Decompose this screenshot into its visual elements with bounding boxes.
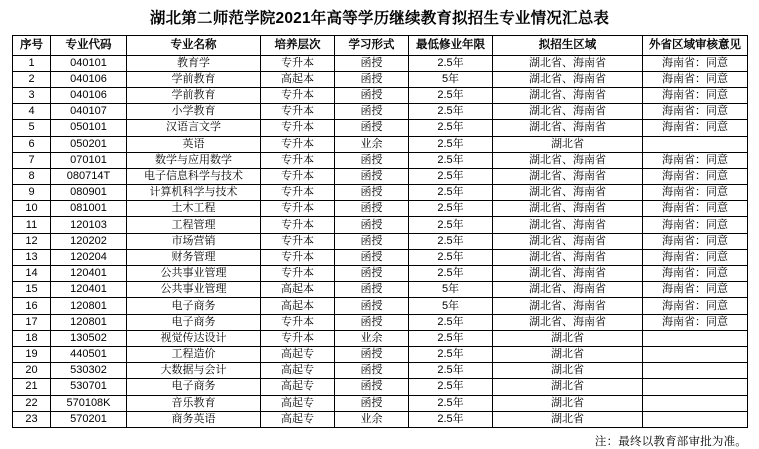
cell-review-opinion: 海南省：同意 xyxy=(643,266,748,282)
cell-min-duration: 2.5年 xyxy=(409,185,493,201)
cell-study-form: 函授 xyxy=(335,71,409,87)
cell-region: 湖北省、海南省 xyxy=(493,104,643,120)
cell-index: 2 xyxy=(13,71,51,87)
column-header-min-duration: 最低修业年限 xyxy=(409,35,493,55)
cell-major-name: 工程管理 xyxy=(127,217,261,233)
table-row xyxy=(13,249,748,265)
cell-major-code: 440501 xyxy=(51,346,127,362)
cell-major-code: 120202 xyxy=(51,233,127,249)
cell-region: 湖北省、海南省 xyxy=(493,233,643,249)
cell-level: 专升本 xyxy=(261,266,335,282)
cell-level: 专升本 xyxy=(261,136,335,152)
cell-review-opinion: 海南省：同意 xyxy=(643,217,748,233)
cell-major-code: 080901 xyxy=(51,185,127,201)
table-row xyxy=(13,185,748,201)
cell-level: 专升本 xyxy=(261,168,335,184)
cell-index: 17 xyxy=(13,314,51,330)
cell-index: 21 xyxy=(13,379,51,395)
cell-index: 8 xyxy=(13,168,51,184)
cell-min-duration: 2.5年 xyxy=(409,346,493,362)
table-row xyxy=(13,395,748,411)
cell-level: 高起专 xyxy=(261,379,335,395)
cell-major-code: 080714T xyxy=(51,168,127,184)
cell-review-opinion xyxy=(643,363,748,379)
cell-major-code: 120801 xyxy=(51,298,127,314)
cell-region: 湖北省 xyxy=(493,395,643,411)
cell-index: 1 xyxy=(13,55,51,71)
majors-table xyxy=(12,35,748,428)
cell-level: 高起本 xyxy=(261,282,335,298)
cell-major-name: 电子商务 xyxy=(127,314,261,330)
cell-region: 湖北省、海南省 xyxy=(493,298,643,314)
cell-min-duration: 2.5年 xyxy=(409,201,493,217)
cell-review-opinion: 海南省：同意 xyxy=(643,87,748,103)
table-row xyxy=(13,411,748,427)
table-row xyxy=(13,233,748,249)
cell-study-form: 函授 xyxy=(335,363,409,379)
cell-index: 4 xyxy=(13,104,51,120)
cell-major-name: 市场营销 xyxy=(127,233,261,249)
cell-major-name: 公共事业管理 xyxy=(127,266,261,282)
cell-study-form: 函授 xyxy=(335,249,409,265)
table-row xyxy=(13,168,748,184)
table-row xyxy=(13,136,748,152)
cell-region: 湖北省 xyxy=(493,330,643,346)
cell-level: 专升本 xyxy=(261,233,335,249)
table-row xyxy=(13,104,748,120)
cell-region: 湖北省、海南省 xyxy=(493,266,643,282)
cell-index: 3 xyxy=(13,87,51,103)
table-row xyxy=(13,298,748,314)
cell-index: 15 xyxy=(13,282,51,298)
cell-region: 湖北省 xyxy=(493,346,643,362)
cell-region: 湖北省、海南省 xyxy=(493,152,643,168)
cell-level: 专升本 xyxy=(261,104,335,120)
column-header-review-opinion: 外省区域审核意见 xyxy=(643,35,748,55)
page-title: 湖北第二师范学院2021年高等学历继续教育拟招生专业情况汇总表 xyxy=(149,10,610,27)
cell-index: 13 xyxy=(13,249,51,265)
cell-major-name: 汉语言文学 xyxy=(127,120,261,136)
table-row xyxy=(13,152,748,168)
cell-level: 高起专 xyxy=(261,363,335,379)
cell-level: 专升本 xyxy=(261,217,335,233)
cell-level: 专升本 xyxy=(261,185,335,201)
cell-major-code: 070101 xyxy=(51,152,127,168)
cell-major-name: 学前教育 xyxy=(127,87,261,103)
footer-note: 注：最终以教育部审批为准。 xyxy=(594,435,747,448)
cell-study-form: 函授 xyxy=(335,168,409,184)
cell-min-duration: 2.5年 xyxy=(409,55,493,71)
cell-study-form: 业余 xyxy=(335,411,409,427)
cell-index: 16 xyxy=(13,298,51,314)
cell-region: 湖北省 xyxy=(493,411,643,427)
cell-region: 湖北省 xyxy=(493,136,643,152)
table-row xyxy=(13,363,748,379)
cell-min-duration: 2.5年 xyxy=(409,266,493,282)
cell-major-code: 040101 xyxy=(51,55,127,71)
table-row xyxy=(13,55,748,71)
cell-study-form: 业余 xyxy=(335,136,409,152)
cell-index: 18 xyxy=(13,330,51,346)
cell-major-name: 小学教育 xyxy=(127,104,261,120)
cell-level: 专升本 xyxy=(261,201,335,217)
cell-study-form: 函授 xyxy=(335,346,409,362)
cell-study-form: 函授 xyxy=(335,185,409,201)
cell-major-code: 570108K xyxy=(51,395,127,411)
table-row xyxy=(13,71,748,87)
cell-min-duration: 5年 xyxy=(409,298,493,314)
cell-major-code: 050201 xyxy=(51,136,127,152)
cell-index: 14 xyxy=(13,266,51,282)
cell-major-code: 120103 xyxy=(51,217,127,233)
table-row xyxy=(13,314,748,330)
cell-review-opinion: 海南省：同意 xyxy=(643,185,748,201)
cell-major-name: 英语 xyxy=(127,136,261,152)
cell-index: 12 xyxy=(13,233,51,249)
cell-review-opinion xyxy=(643,330,748,346)
cell-major-name: 商务英语 xyxy=(127,411,261,427)
cell-major-code: 530701 xyxy=(51,379,127,395)
cell-major-name: 土木工程 xyxy=(127,201,261,217)
cell-study-form: 函授 xyxy=(335,55,409,71)
cell-study-form: 函授 xyxy=(335,152,409,168)
cell-level: 高起专 xyxy=(261,395,335,411)
cell-region: 湖北省、海南省 xyxy=(493,71,643,87)
cell-review-opinion: 海南省：同意 xyxy=(643,120,748,136)
cell-index: 10 xyxy=(13,201,51,217)
cell-level: 高起专 xyxy=(261,411,335,427)
cell-major-name: 学前教育 xyxy=(127,71,261,87)
cell-level: 专升本 xyxy=(261,314,335,330)
table-row xyxy=(13,217,748,233)
cell-min-duration: 5年 xyxy=(409,71,493,87)
table-row xyxy=(13,87,748,103)
cell-region: 湖北省 xyxy=(493,363,643,379)
cell-major-code: 530302 xyxy=(51,363,127,379)
cell-index: 9 xyxy=(13,185,51,201)
cell-study-form: 函授 xyxy=(335,120,409,136)
cell-index: 19 xyxy=(13,346,51,362)
cell-index: 11 xyxy=(13,217,51,233)
cell-major-code: 570201 xyxy=(51,411,127,427)
column-header-index: 序号 xyxy=(13,35,51,55)
cell-major-name: 大数据与会计 xyxy=(127,363,261,379)
column-header-study-form: 学习形式 xyxy=(335,35,409,55)
cell-major-name: 公共事业管理 xyxy=(127,282,261,298)
cell-study-form: 函授 xyxy=(335,233,409,249)
cell-region: 湖北省、海南省 xyxy=(493,87,643,103)
cell-min-duration: 2.5年 xyxy=(409,87,493,103)
cell-major-name: 教育学 xyxy=(127,55,261,71)
cell-min-duration: 2.5年 xyxy=(409,330,493,346)
column-header-major-code: 专业代码 xyxy=(51,35,127,55)
table-row xyxy=(13,201,748,217)
cell-region: 湖北省 xyxy=(493,379,643,395)
cell-index: 23 xyxy=(13,411,51,427)
cell-major-name: 电子信息科学与技术 xyxy=(127,168,261,184)
cell-review-opinion: 海南省：同意 xyxy=(643,314,748,330)
cell-level: 专升本 xyxy=(261,87,335,103)
cell-index: 20 xyxy=(13,363,51,379)
cell-study-form: 函授 xyxy=(335,314,409,330)
cell-region: 湖北省、海南省 xyxy=(493,55,643,71)
cell-major-code: 050101 xyxy=(51,120,127,136)
cell-review-opinion: 海南省：同意 xyxy=(643,71,748,87)
cell-min-duration: 2.5年 xyxy=(409,363,493,379)
cell-min-duration: 2.5年 xyxy=(409,395,493,411)
cell-region: 湖北省、海南省 xyxy=(493,217,643,233)
cell-min-duration: 2.5年 xyxy=(409,152,493,168)
cell-min-duration: 2.5年 xyxy=(409,314,493,330)
cell-min-duration: 2.5年 xyxy=(409,217,493,233)
cell-major-name: 音乐教育 xyxy=(127,395,261,411)
cell-min-duration: 2.5年 xyxy=(409,379,493,395)
cell-index: 7 xyxy=(13,152,51,168)
column-header-region: 拟招生区域 xyxy=(493,35,643,55)
cell-level: 专升本 xyxy=(261,55,335,71)
cell-major-code: 120401 xyxy=(51,266,127,282)
cell-level: 高起本 xyxy=(261,298,335,314)
table-row xyxy=(13,266,748,282)
cell-min-duration: 2.5年 xyxy=(409,168,493,184)
cell-review-opinion xyxy=(643,136,748,152)
cell-review-opinion: 海南省：同意 xyxy=(643,249,748,265)
cell-major-code: 120204 xyxy=(51,249,127,265)
cell-study-form: 函授 xyxy=(335,217,409,233)
cell-review-opinion: 海南省：同意 xyxy=(643,104,748,120)
cell-level: 专升本 xyxy=(261,330,335,346)
cell-min-duration: 2.5年 xyxy=(409,104,493,120)
cell-region: 湖北省、海南省 xyxy=(493,201,643,217)
cell-study-form: 业余 xyxy=(335,330,409,346)
cell-review-opinion xyxy=(643,411,748,427)
cell-major-name: 数学与应用数学 xyxy=(127,152,261,168)
table-row xyxy=(13,120,748,136)
cell-review-opinion: 海南省：同意 xyxy=(643,55,748,71)
cell-level: 高起专 xyxy=(261,346,335,362)
cell-study-form: 函授 xyxy=(335,395,409,411)
cell-review-opinion xyxy=(643,395,748,411)
cell-major-code: 081001 xyxy=(51,201,127,217)
cell-major-code: 040106 xyxy=(51,87,127,103)
cell-index: 6 xyxy=(13,136,51,152)
cell-region: 湖北省、海南省 xyxy=(493,249,643,265)
cell-index: 22 xyxy=(13,395,51,411)
cell-level: 专升本 xyxy=(261,120,335,136)
cell-review-opinion xyxy=(643,346,748,362)
cell-level: 专升本 xyxy=(261,249,335,265)
table-row xyxy=(13,379,748,395)
cell-region: 湖北省、海南省 xyxy=(493,185,643,201)
cell-major-name: 电子商务 xyxy=(127,379,261,395)
cell-major-code: 040106 xyxy=(51,71,127,87)
cell-min-duration: 5年 xyxy=(409,282,493,298)
cell-review-opinion: 海南省：同意 xyxy=(643,298,748,314)
cell-review-opinion: 海南省：同意 xyxy=(643,201,748,217)
column-header-major-name: 专业名称 xyxy=(127,35,261,55)
cell-review-opinion xyxy=(643,379,748,395)
cell-major-name: 财务管理 xyxy=(127,249,261,265)
cell-min-duration: 2.5年 xyxy=(409,120,493,136)
table-header-row xyxy=(13,35,748,55)
cell-level: 专升本 xyxy=(261,152,335,168)
cell-major-code: 120801 xyxy=(51,314,127,330)
cell-review-opinion: 海南省：同意 xyxy=(643,152,748,168)
table-row xyxy=(13,346,748,362)
cell-major-code: 120401 xyxy=(51,282,127,298)
cell-study-form: 函授 xyxy=(335,201,409,217)
cell-major-name: 电子商务 xyxy=(127,298,261,314)
cell-index: 5 xyxy=(13,120,51,136)
cell-major-code: 130502 xyxy=(51,330,127,346)
cell-major-name: 视觉传达设计 xyxy=(127,330,261,346)
cell-study-form: 函授 xyxy=(335,104,409,120)
cell-level: 高起本 xyxy=(261,71,335,87)
cell-major-name: 工程造价 xyxy=(127,346,261,362)
cell-major-code: 040107 xyxy=(51,104,127,120)
cell-min-duration: 2.5年 xyxy=(409,136,493,152)
cell-min-duration: 2.5年 xyxy=(409,249,493,265)
cell-region: 湖北省、海南省 xyxy=(493,314,643,330)
cell-review-opinion: 海南省：同意 xyxy=(643,168,748,184)
column-header-level: 培养层次 xyxy=(261,35,335,55)
cell-study-form: 函授 xyxy=(335,282,409,298)
cell-study-form: 函授 xyxy=(335,298,409,314)
cell-study-form: 函授 xyxy=(335,379,409,395)
table-row xyxy=(13,282,748,298)
cell-min-duration: 2.5年 xyxy=(409,233,493,249)
cell-study-form: 函授 xyxy=(335,266,409,282)
cell-region: 湖北省、海南省 xyxy=(493,282,643,298)
cell-review-opinion: 海南省：同意 xyxy=(643,282,748,298)
cell-region: 湖北省、海南省 xyxy=(493,120,643,136)
cell-study-form: 函授 xyxy=(335,87,409,103)
cell-review-opinion: 海南省：同意 xyxy=(643,233,748,249)
table-row xyxy=(13,330,748,346)
cell-major-name: 计算机科学与技术 xyxy=(127,185,261,201)
cell-region: 湖北省、海南省 xyxy=(493,168,643,184)
cell-min-duration: 2.5年 xyxy=(409,411,493,427)
